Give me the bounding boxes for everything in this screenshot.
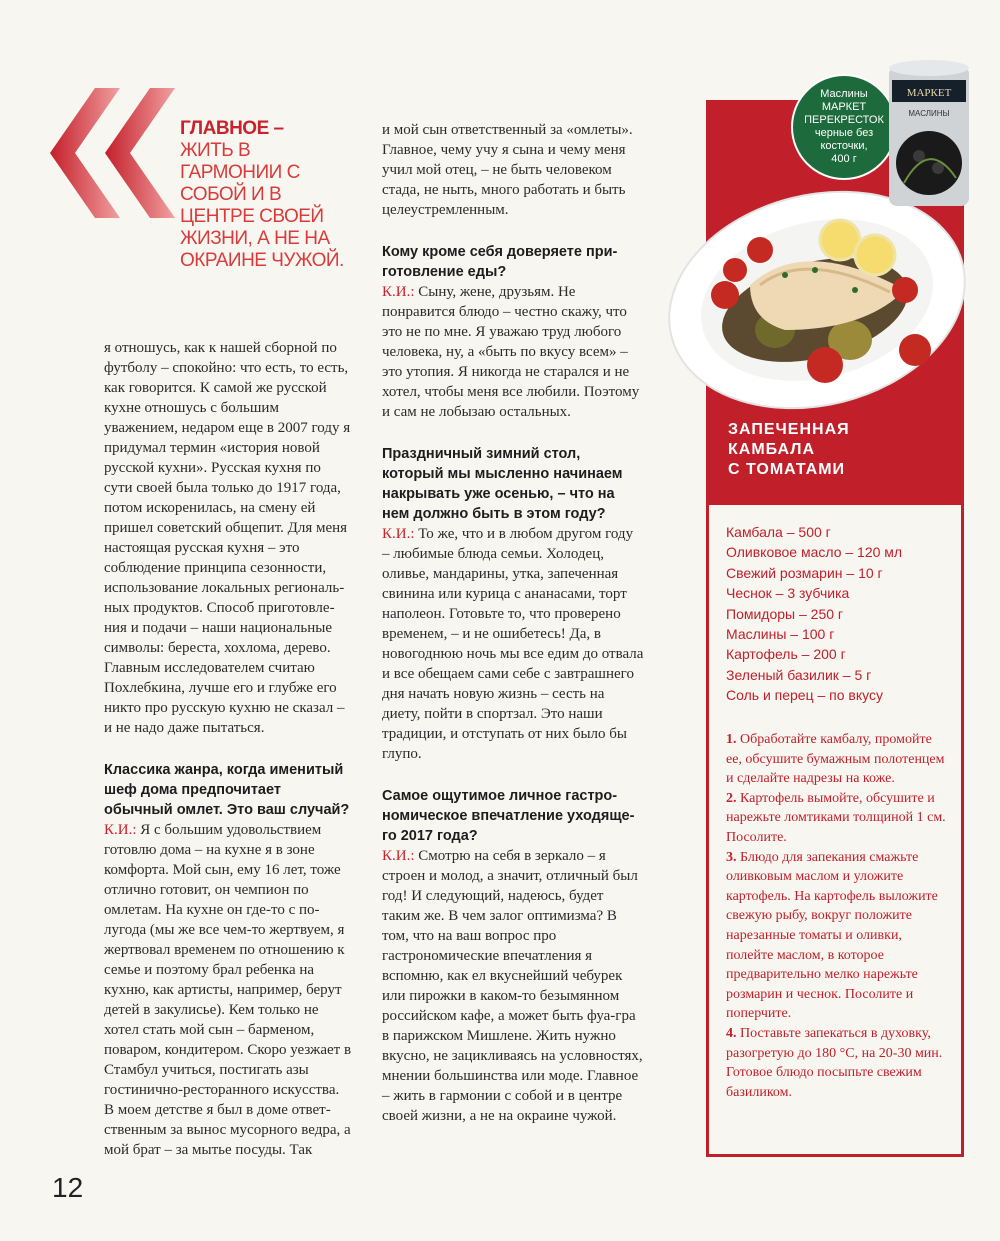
recipe-title-line: С ТОМАТАМИ — [728, 461, 846, 478]
speaker-label: К.И.: — [382, 526, 415, 542]
step-number: 4. — [726, 1025, 737, 1041]
product-badge — [793, 76, 895, 178]
interview-question: Классика жанра, когда именитый шеф дома предпочитает обычный омлет. Это ваш случай? — [104, 762, 350, 818]
recipe-step — [726, 848, 948, 1024]
step-text: Блюдо для запекания смажьте оливковым маслом и уложите картофель. На картофель выложите свежую рыбу, вокруг положите нарезанные томаты и оливки, полейте маслом, в которое предварительно мелко нарежьте розмарин и чеснок. Посолите и поперчите. — [726, 849, 938, 1022]
answer-text: Смотрю на себя в зеркало – я строен и молод, а значит, отличный был год! И следующий, надеюсь, будет таким же. В чем залог оптимизма? В том, что на ваш вопрос про гастрономические впечатления я вспомню, как ел вкуснейший чебурек или пирожки в каком-то безымянном российском кафе, а может быть фуа-гра в парижском Мишлене. Жить нужно вкусно, не зацикливаясь на условностях, мнении большинства или моде. Главное – жить в гармонии с собой и в центре своей жизни, а не на окраине чужой. — [382, 848, 643, 1124]
paragraph: и мой сын ответственный за «омлеты». Главное, чему учу я сына и чему меня учил мой отец, – не быть человеком стада, не ныть, много работать и быть целеустремленным. — [382, 122, 633, 218]
badge-line: Маслины — [820, 88, 868, 100]
pullquote-line: СОБОЙ И В — [180, 184, 282, 205]
ingredient-item: Зеленый базилик – 5 г — [726, 666, 872, 683]
olive-can-photo — [884, 58, 974, 208]
ingredient-item: Соль и перец – по вкусу — [726, 687, 883, 704]
pullquote-lead: ГЛАВНОЕ – — [180, 118, 284, 139]
article-column-2 — [382, 120, 644, 1140]
ingredient-item: Свежий розмарин – 10 г — [726, 564, 883, 581]
step-text: Поставьте запекаться в духовку, разогретую до 180 °С, на 20-30 мин. Готовое блюдо посыпьте свежим базиликом. — [726, 1025, 943, 1100]
pullquote-line: ЖИЗНИ, А НЕ НА — [180, 228, 330, 249]
ingredient-item: Помидоры – 250 г — [726, 605, 844, 622]
recipe-step — [726, 789, 948, 848]
interview-answer — [382, 846, 644, 1126]
paragraph: я отношусь, как к нашей сборной по футболу – спокойно: что есть, то есть, как говорится. К самой же русской кухне отношусь с большим уважением, недаром еще в 2007 году я придумал термин «история новой русской кухни». Русская кухня по сути своей была только до 1917 года, потом искоренилась, на смену ей пришел советский общепит. Для меня настоящая русская кухня – это соблюдение принципа сезонности, использование локальных региональных продуктов. Способ приготовления и подачи – наши национальные символы: береста, хохлома, дерево. Главным исследователем считаю Похлебкина, лучше его и глубже его никто про русскую кухню не сказал – и не надо даже пытаться. — [104, 340, 351, 736]
step-text: Обработайте камбалу, промойте ее, обсушите бумажным полотенцем и сделайте надрезы на коже. — [726, 732, 945, 787]
pullquote-line: ГАРМОНИИ С — [180, 162, 300, 183]
fish-dish-photo — [665, 180, 970, 425]
interview-answer — [104, 820, 352, 1160]
badge-line: косточки, — [820, 140, 868, 152]
interview-question: Праздничный зимний стол, который мы мысленно начинаем накрывать уже осенью, – что на нем должно быть в этом году? — [382, 446, 623, 522]
recipe-steps — [726, 730, 948, 1102]
ingredients-list — [726, 522, 956, 706]
ingredient-item: Оливковое масло – 120 мл — [726, 544, 903, 561]
answer-text: Я с большим удовольствием готовлю дома – на кухне я в зоне комфорта. Мой сын, ему 16 лет, тоже отлично готовит, он чемпион по омлетам. На кухне он где-то с полугода (мы же все чем-то жертвуем, я жертвовал временем по отношению к семье и поэтому брал ребенка на кухню, как артисты, например, берут детей в закулисье). Кем только не хотел стать мой сын – барменом, поваром, кондитером. Скоро уезжает в Стамбул учиться, постигать азы гостинично-ресторанного искусства. В моем детстве я был в доме ответственным за вынос мусорного ведра, а мой брат – за мытье посуды. Так — [104, 822, 352, 1158]
badge-line: МАРКЕТ — [821, 101, 867, 113]
step-number: 1. — [726, 732, 737, 747]
pullquote-line: ЖИТЬ В — [180, 140, 251, 161]
pullquote-line: ОКРАИНЕ ЧУЖОЙ. — [180, 250, 344, 271]
answer-text: То же, что и в любом другом году – любимые блюда семьи. Холодец, оливье, мандарины, утка, запеченная свинина или курица с ананасами, торт наполеон. Готовьте то, что проверено временем, – и не ошибетесь! Да, в новогоднюю ночь мы все едим до отвала и все обещаем сами себе с завтрашнего дня начать новую жизнь – сесть на диету, пойти в спортзал. Это наши традиции, и отступать от них было бы глупо. — [382, 526, 644, 762]
badge-line: 400 г — [831, 153, 857, 165]
ingredient-item: Картофель – 200 г — [726, 646, 846, 663]
can-brand: МАРКЕТ — [906, 87, 952, 99]
badge-line: черные без — [814, 127, 874, 139]
ingredient-item: Маслины – 100 г — [726, 626, 835, 643]
recipe-title-line: ЗАПЕЧЕННАЯ — [728, 421, 850, 438]
recipe-step — [726, 1024, 948, 1102]
step-number: 3. — [726, 849, 737, 865]
can-label: МАСЛИНЫ — [908, 109, 950, 118]
step-text: Картофель вымойте, обсушите и нарежьте ломтиками толщиной 1 см. Посолите. — [726, 790, 946, 845]
speaker-label: К.И.: — [382, 284, 415, 300]
recipe-title — [728, 420, 948, 480]
article-column-1 — [104, 338, 352, 1174]
interview-question: Самое ощутимое личное гастрономическое впечатление уходящего 2017 года? — [382, 788, 635, 844]
pullquote — [180, 118, 355, 272]
speaker-label: К.И.: — [104, 822, 137, 838]
badge-line: ПЕРЕКРЕСТОК — [804, 114, 884, 126]
recipe-title-line: КАМБАЛА — [728, 441, 816, 458]
interview-answer — [382, 282, 644, 422]
ingredient-item: Чеснок – 3 зубчика — [726, 585, 850, 602]
quote-marks-icon — [40, 88, 180, 218]
interview-answer — [382, 524, 644, 764]
step-number: 2. — [726, 790, 737, 806]
pullquote-line: ЦЕНТРЕ СВОЕЙ — [180, 206, 324, 227]
page-number: 12 — [52, 1172, 84, 1203]
interview-question: Кому кроме себя доверяете приготовление еды? — [382, 244, 618, 280]
speaker-label: К.И.: — [382, 848, 415, 864]
recipe-step — [726, 730, 948, 789]
ingredient-item: Камбала – 500 г — [726, 524, 831, 540]
answer-text: Сыну, жене, друзьям. Не понравится блюдо – честно скажу, что это не по мне. Я уважаю труд любого человека, ну, а «быть по вкусу всем» – это утопия. Я никогда не старался и не хотел, чтобы меня все любили. Поэтому и сам не лобызаю остальных. — [382, 284, 640, 420]
